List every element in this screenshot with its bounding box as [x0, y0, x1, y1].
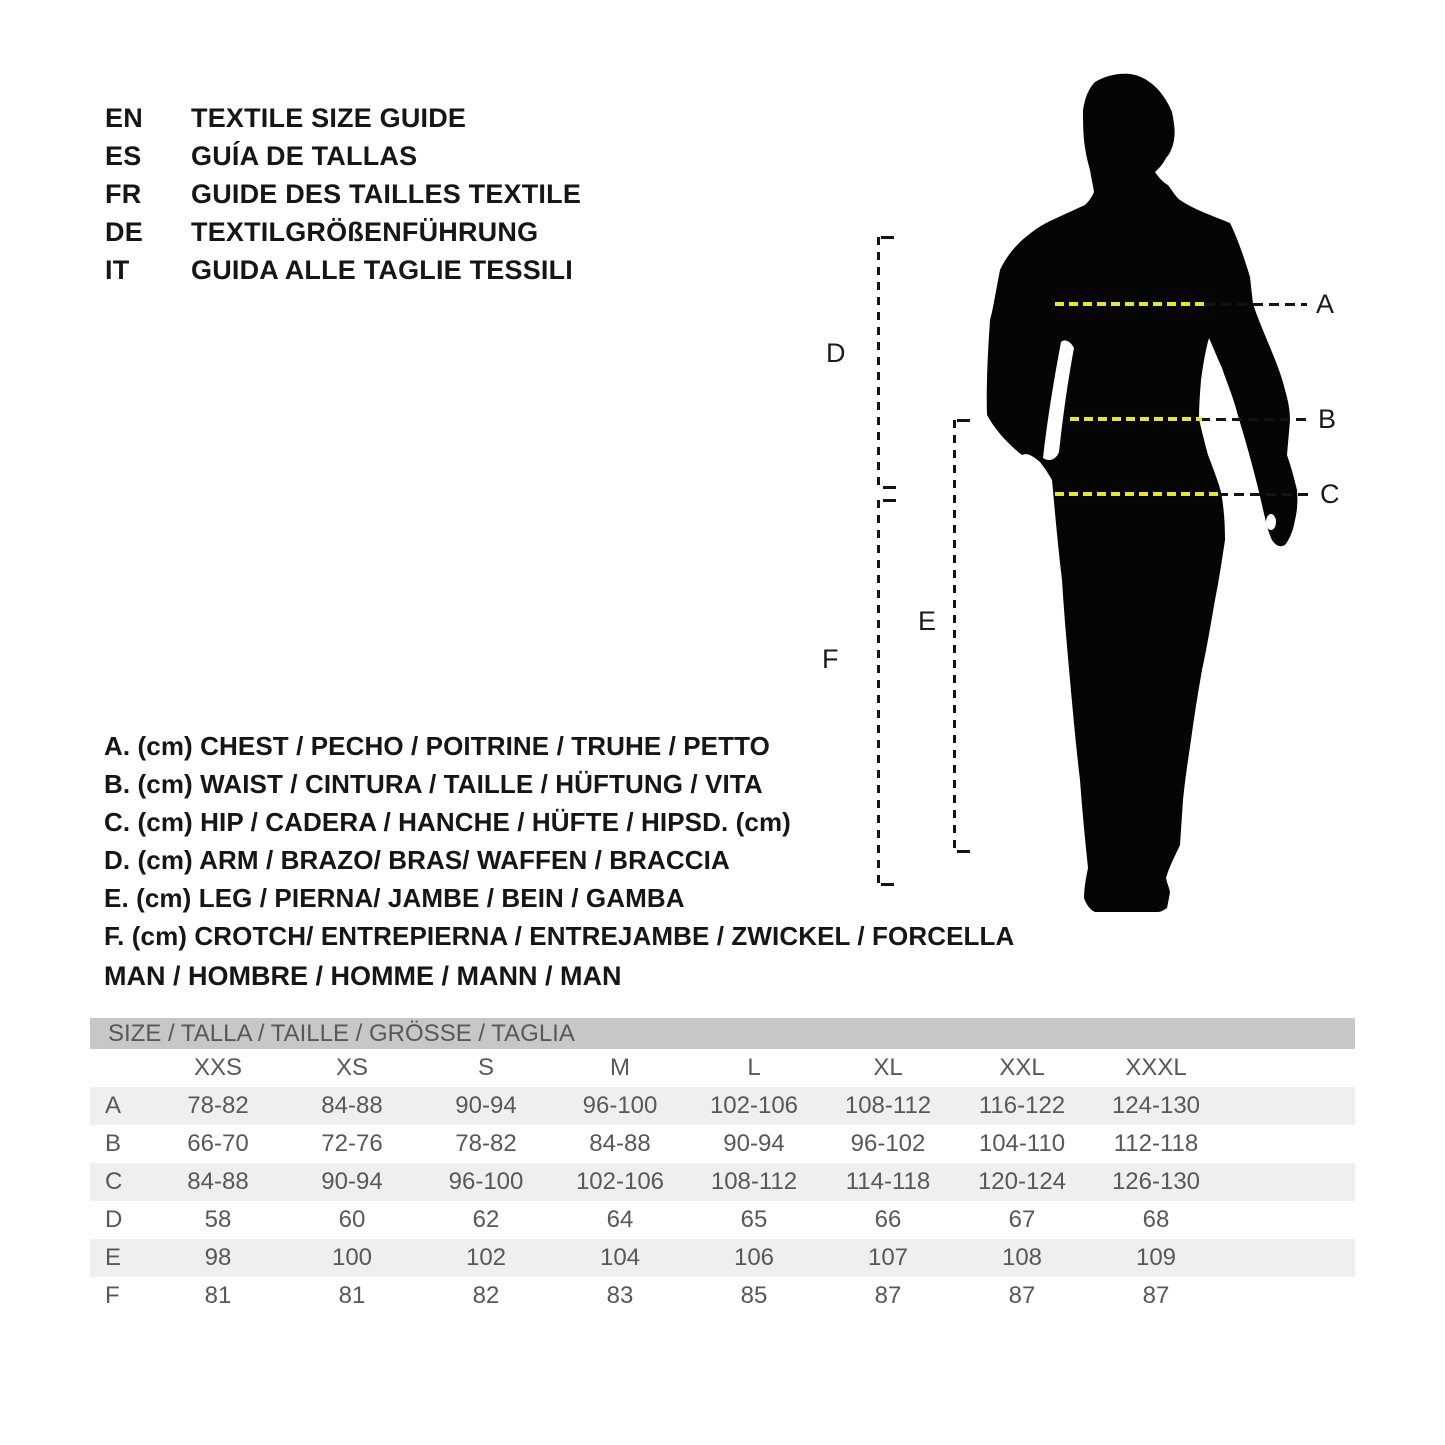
lang-title: TEXTILGRÖßENFÜHRUNG [191, 217, 539, 247]
arm-line-top-tick [881, 236, 894, 239]
lang-row-it [105, 251, 581, 289]
crotch-line-top-tick [883, 499, 896, 502]
size-table-columns-row [90, 1049, 1355, 1087]
cell: 68 [1142, 1206, 1170, 1233]
row-label: E [105, 1244, 122, 1271]
cell: 67 [1008, 1206, 1036, 1233]
cell: 81 [338, 1282, 366, 1309]
cell: 90-94 [321, 1168, 383, 1195]
cell: 78-82 [187, 1092, 249, 1119]
col-header-xxxl: XXXL [1125, 1054, 1187, 1081]
cell: 114-118 [845, 1168, 931, 1195]
lang-row-en [105, 99, 581, 137]
cell: 84-88 [321, 1092, 383, 1119]
chest-line-yellow-dash [1055, 302, 1207, 306]
size-table [90, 1018, 1355, 1315]
waist-label: B [1318, 404, 1337, 434]
cell: 102 [465, 1244, 507, 1271]
cell: 90-94 [723, 1130, 785, 1157]
cell: 98 [204, 1244, 232, 1271]
category-man-line: MAN / HOMBRE / HOMME / MANN / MAN [104, 961, 622, 991]
col-header-xl: XL [873, 1054, 903, 1081]
crotch-label: F [822, 644, 839, 674]
lang-row-fr [105, 175, 581, 213]
cell: 64 [606, 1206, 634, 1233]
cell: 108-112 [710, 1168, 798, 1195]
cell: 104 [599, 1244, 641, 1271]
cell: 87 [1008, 1282, 1036, 1309]
table-row-crotch [90, 1277, 1355, 1315]
lang-row-es [105, 137, 581, 175]
cell: 96-100 [582, 1092, 658, 1119]
hip-line-black-dash [1218, 493, 1310, 496]
legend-line-waist: B. (cm) WAIST / CINTURA / TAILLE / HÜFTUNG / VITA [104, 769, 763, 799]
cell: 107 [867, 1244, 909, 1271]
cell: 120-124 [977, 1168, 1067, 1195]
cell: 87 [874, 1282, 902, 1309]
leg-label: E [918, 606, 937, 636]
cell: 81 [204, 1282, 232, 1309]
waist-line-black-dash [1200, 418, 1310, 421]
chest-line-black-dash [1205, 303, 1307, 306]
cell: 58 [204, 1206, 232, 1233]
cell: 84-88 [187, 1168, 249, 1195]
cell: 96-100 [448, 1168, 524, 1195]
legend-line-leg: E. (cm) LEG / PIERNA/ JAMBE / BEIN / GAMBA [104, 883, 685, 913]
cell: 62 [472, 1206, 500, 1233]
hand-thumb-notch [1266, 514, 1276, 530]
row-label: A [105, 1092, 122, 1119]
cell: 106 [733, 1244, 775, 1271]
lang-code: IT [105, 255, 130, 285]
table-row-arm [90, 1201, 1355, 1239]
cell: 66-70 [187, 1130, 249, 1157]
lang-code: FR [105, 179, 142, 209]
arm-line-dash [877, 237, 880, 488]
table-row-chest [90, 1087, 1355, 1125]
waist-line-yellow-dash [1070, 417, 1202, 421]
lang-title: TEXTILE SIZE GUIDE [191, 103, 467, 133]
cell: 90-94 [455, 1092, 517, 1119]
lang-code: EN [105, 103, 143, 133]
leg-line-top-tick [957, 419, 970, 422]
legend-line-chest: A. (cm) CHEST / PECHO / POITRINE / TRUHE / PETTO [104, 731, 770, 761]
language-title-block [105, 99, 581, 289]
table-row-hip [90, 1163, 1355, 1201]
cell: 65 [740, 1206, 768, 1233]
lang-row-de [105, 213, 581, 251]
legend-line-arm: D. (cm) ARM / BRAZO/ BRAS/ WAFFEN / BRACCIA [104, 845, 730, 875]
cell: 112-118 [1113, 1130, 1199, 1157]
cell: 104-110 [978, 1130, 1066, 1157]
hip-label: C [1320, 479, 1340, 509]
row-label: F [105, 1282, 120, 1309]
col-header-xxs: XXS [193, 1054, 243, 1081]
legend-line-hip: C. (cm) HIP / CADERA / HANCHE / HÜFTE / HIPSD. (cm) [104, 807, 791, 837]
arm-label: D [826, 338, 846, 368]
row-label: D [105, 1206, 123, 1233]
cell: 124-130 [1111, 1092, 1201, 1119]
row-label: B [105, 1130, 122, 1157]
legend-line-crotch: F. (cm) CROTCH/ ENTREPIERNA / ENTREJAMBE / ZWICKEL / FORCELLA [104, 921, 1015, 951]
size-table-header: SIZE / TALLA / TAILLE / GRÖSSE / TAGLIA [90, 1018, 1355, 1049]
cell: 102-106 [709, 1092, 799, 1119]
lang-title: GUIDA ALLE TAGLIE TESSILI [191, 255, 573, 285]
cell: 102-106 [575, 1168, 665, 1195]
lang-code: DE [105, 217, 143, 247]
cell: 83 [606, 1282, 634, 1309]
lang-title: GUÍA DE TALLAS [191, 141, 418, 171]
cell: 108 [1001, 1244, 1043, 1271]
cell: 78-82 [455, 1130, 517, 1157]
cell: 108-112 [844, 1092, 932, 1119]
cell: 87 [1142, 1282, 1170, 1309]
arm-line-bottom-tick [883, 486, 896, 489]
table-row-leg [90, 1239, 1355, 1277]
cell: 82 [472, 1282, 500, 1309]
cell: 84-88 [589, 1130, 651, 1157]
row-label: C [105, 1168, 123, 1195]
cell: 109 [1135, 1244, 1177, 1271]
lang-code: ES [105, 141, 142, 171]
col-header-xxl: XXL [999, 1054, 1045, 1081]
table-row-waist [90, 1125, 1355, 1163]
cell: 85 [740, 1282, 768, 1309]
cell: 116-122 [978, 1092, 1066, 1119]
col-header-l: L [747, 1054, 761, 1081]
cell: 96-102 [850, 1130, 926, 1157]
measurement-legend [104, 727, 1014, 955]
hip-line-yellow-dash [1055, 492, 1220, 496]
col-header-m: M [610, 1054, 630, 1081]
cell: 100 [331, 1244, 373, 1271]
col-header-xs: XS [335, 1054, 368, 1081]
cell: 66 [874, 1206, 902, 1233]
lang-title: GUIDE DES TAILLES TEXTILE [191, 179, 582, 209]
cell: 126-130 [1111, 1168, 1201, 1195]
chest-label: A [1316, 289, 1335, 319]
cell: 72-76 [321, 1130, 383, 1157]
col-header-s: S [477, 1054, 494, 1081]
cell: 60 [338, 1206, 366, 1233]
